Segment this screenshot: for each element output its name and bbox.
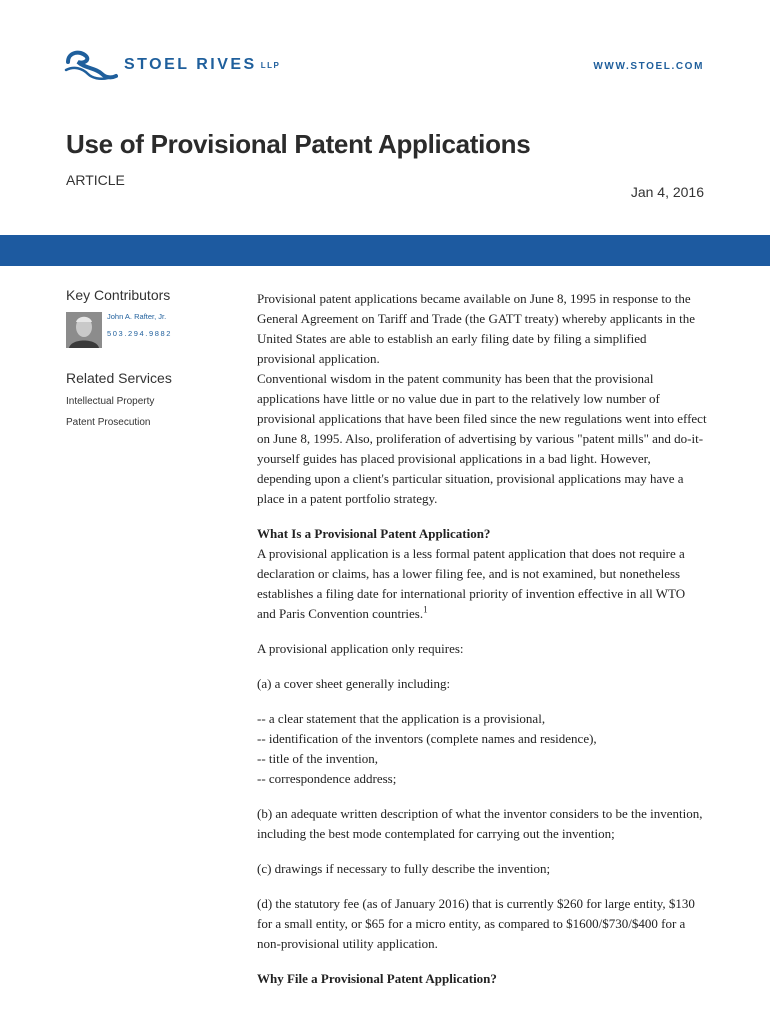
brand-name: STOEL RIVES LLP xyxy=(124,56,281,73)
stoel-rives-logo[interactable] xyxy=(64,48,280,82)
article-type-label: ARTICLE xyxy=(66,172,125,188)
logo-swoosh-icon xyxy=(64,48,118,82)
service-link-intellectual-property[interactable]: Intellectual Property xyxy=(66,396,155,407)
paragraph: (c) drawings if necessary to fully describe the invention; xyxy=(257,861,551,876)
page-title: Use of Provisional Patent Applications xyxy=(66,129,531,159)
paragraph: (d) the statutory fee (as of January 2016) that is currently $260 for large entity, $130 for a small entity, or $65 for a micro entity, as compared to $1600/$730/$400 for a non-provisional utility application. xyxy=(257,896,695,951)
list-item: -- correspondence address; xyxy=(257,771,397,786)
publish-date: Jan 4, 2016 xyxy=(630,184,704,200)
contributor-phone[interactable]: 503.294.9882 xyxy=(107,329,173,338)
brand-suffix: LLP xyxy=(260,61,281,70)
paragraph: A provisional application is a less formal patent application that does not require a declaration or claims, has a lower filing fee, and is not examined, but nonetheless establishes a filing date for international priority of invention effective in all WTO and Paris Convention countries.$^1$ xyxy=(257,546,686,621)
section-heading: Why File a Provisional Patent Application? xyxy=(257,971,497,986)
paragraph: (b) an adequate written description of what the inventor considers to be the invention, including the best mode contemplated for carrying out the invention; xyxy=(257,806,703,841)
key-contributors-heading: Key Contributors xyxy=(66,287,171,303)
list-item: -- a clear statement that the application is a provisional, xyxy=(257,711,546,726)
footnote-ref[interactable]: 1 xyxy=(423,604,428,615)
paragraph: A provisional application only requires: xyxy=(257,641,464,656)
requirement-list xyxy=(257,709,707,789)
service-link-patent-prosecution[interactable]: Patent Prosecution xyxy=(66,417,151,428)
article-body xyxy=(257,289,707,989)
header-band xyxy=(0,235,770,266)
list-item: -- title of the invention, xyxy=(257,751,378,766)
contributor-card[interactable] xyxy=(66,312,246,348)
related-services-heading: Related Services xyxy=(66,370,172,386)
list-item: -- identification of the inventors (complete names and residence), xyxy=(257,731,597,746)
sidebar xyxy=(66,287,246,428)
contributor-name[interactable]: John A. Rafter, Jr. xyxy=(107,312,167,321)
paragraph: Provisional patent applications became available on June 8, 1995 in response to the General Agreement on Tariff and Trade (the GATT treaty) whereby applicants in the United States are able to establish an early filing date by filing a simplified provisional application. xyxy=(257,291,696,366)
section-heading: What Is a Provisional Patent Application? xyxy=(257,526,491,541)
paragraph: Conventional wisdom in the patent community has been that the provisional applications have little or no value due in part to the relatively low number of provisional applications that have been filed since the new regulations went into effect on June 8, 1995. Also, proliferation of advertising by various "patent mills" and do-it-yourself guides has placed provisional applications in a bad light. However, depending upon a client's particular situation, provisional applications may have a place in a patent portfolio strategy. xyxy=(257,371,707,506)
website-link[interactable]: WWW.STOEL.COM xyxy=(593,61,704,72)
paragraph: (a) a cover sheet generally including: xyxy=(257,676,451,691)
avatar xyxy=(66,312,102,348)
